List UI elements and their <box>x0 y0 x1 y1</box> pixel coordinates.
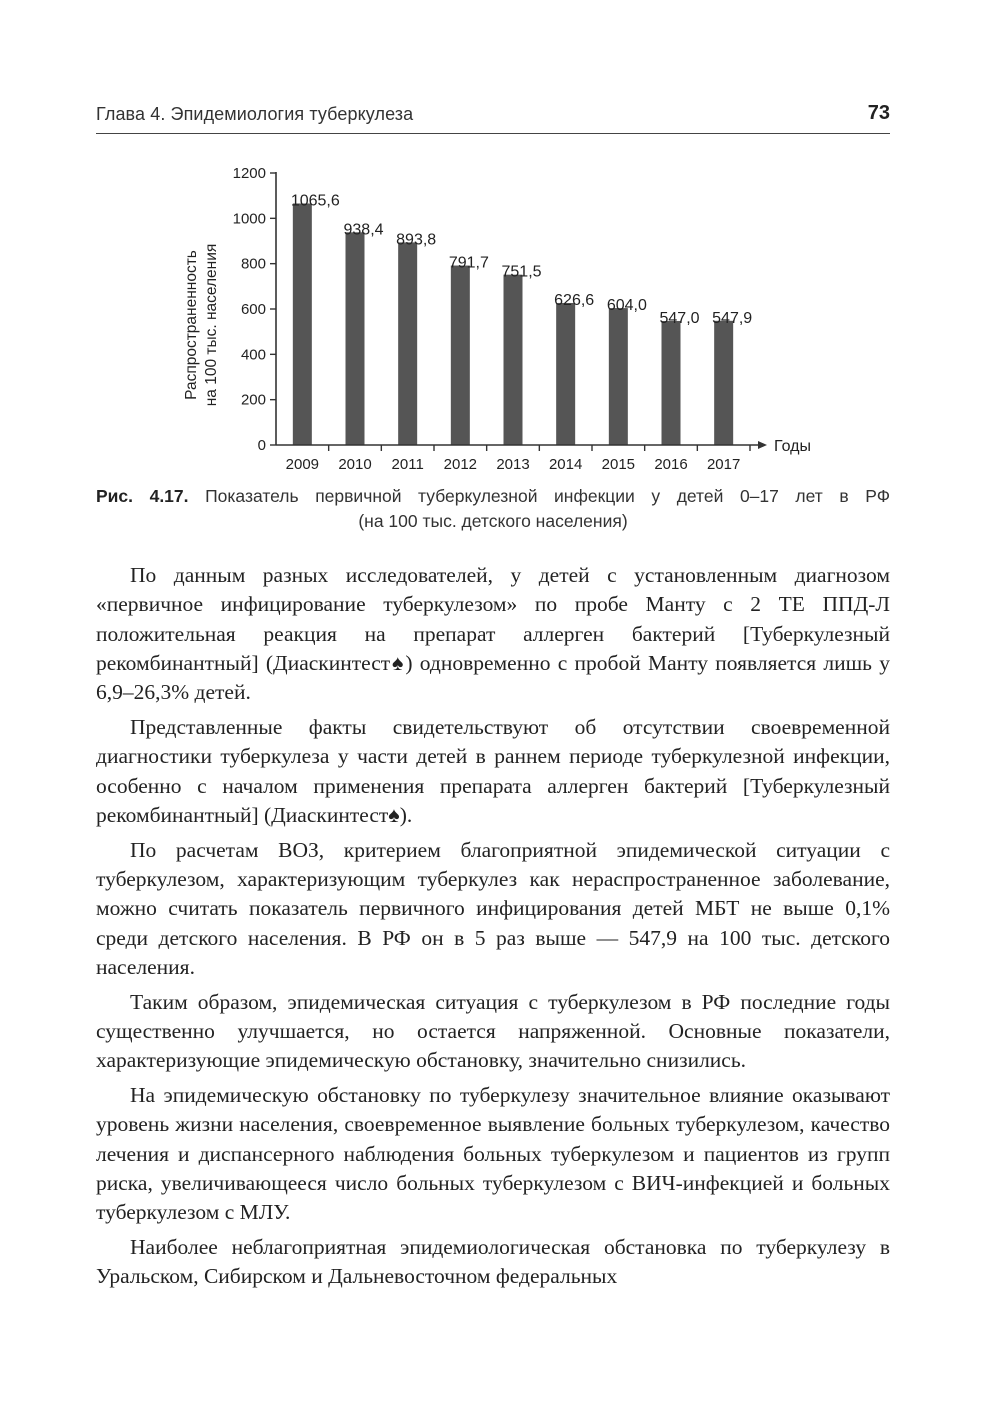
bar-2015 <box>609 308 628 445</box>
y-tick-label: 1200 <box>232 165 266 182</box>
bar-2012 <box>451 266 470 445</box>
caption-line-1 <box>96 484 890 509</box>
value-label: 604,0 <box>606 297 647 315</box>
x-tick-label: 2009 <box>285 456 320 473</box>
paragraph: Таким образом, эпидемическая ситуация с туберкулезом в РФ последние годы существенно улучшается, но остается напряженной. Основные показатели, характеризующие эпидемическую обстановку, значительно снизились. <box>96 989 890 1073</box>
x-tick-label: 2016 <box>654 456 688 473</box>
x-tick-label: 2017 <box>706 456 741 473</box>
value-label: 626,6 <box>554 291 595 309</box>
x-tick-label: 2012 <box>443 456 478 473</box>
paragraph: По данным разных исследователей, у детей с установленным диагнозом «первичное инфицирование туберкулезом» по пробе Манту с 2 ТЕ ППД-Л положительная реакция на препарат аллерген бактерий [Туберкулезный рекомбинантный] (Диаскинтест♠) одновременно с пробой Манту появляется лишь у 6,9–26,3% детей. <box>96 563 890 705</box>
x-tick-label: 2013 <box>496 456 530 473</box>
figure-label: Рис. 4.17. <box>96 486 189 506</box>
bar-2011 <box>398 242 417 445</box>
y-axis-label-line2: на 100 тыс. населения <box>203 243 220 407</box>
running-head <box>96 101 890 131</box>
y-tick-label: 400 <box>240 346 266 364</box>
bar-2009 <box>293 203 312 445</box>
y-axis-label-line1: Распространенность <box>183 250 200 400</box>
paragraph: На эпидемическую обстановку по туберкулезу значительное влияние оказывают уровень жизни населения, своевременное выявление больных туберкулезом, качество лечения и диспансерного наблюдения больных туберкулезом и пациентов из групп риска, увеличивающееся число больных туберкулезом с ВИЧ-инфекцией и больных туберкулезом с МЛУ. <box>96 1083 890 1225</box>
paragraph: Наиболее неблагоприятная эпидемиологическая обстановка по туберкулезу в Уральском, Сибирском и Дальневосточном федеральных <box>96 1235 890 1289</box>
bar-2010 <box>346 232 365 445</box>
value-label: 547,9 <box>712 309 753 327</box>
x-tick-label: 2010 <box>338 456 372 473</box>
caption-text-1: Показатель первичной туберкулезной инфекции у детей 0–17 лет в РФ <box>205 486 890 506</box>
y-tick-label: 800 <box>240 255 266 273</box>
value-label: 791,7 <box>448 254 489 272</box>
bar-chart <box>160 155 840 485</box>
x-tick-label: 2014 <box>548 456 583 473</box>
bar-2017 <box>714 321 733 445</box>
paragraph: Представленные факты свидетельствуют об отсутствии своевременной диагностики туберкулеза у части детей в раннем периоде туберкулезной инфекции, особенно с началом применения препарата аллерген бактерий [Туберкулезный рекомбинантный] (Диаскинтест♠). <box>96 714 890 827</box>
y-tick-label: 1000 <box>232 210 266 228</box>
y-axis-label <box>183 244 220 407</box>
value-label: 547,0 <box>659 310 700 328</box>
value-label: 938,4 <box>343 221 384 239</box>
value-label: 893,8 <box>396 231 437 249</box>
x-tick-label: 2015 <box>601 456 636 473</box>
x-axis-arrow <box>758 441 767 449</box>
y-tick-label: 0 <box>257 437 266 454</box>
x-axis-label: Годы <box>774 438 811 455</box>
figure-caption <box>96 484 890 534</box>
header-rule <box>96 133 890 134</box>
caption-line-2: (на 100 тыс. детского населения) <box>358 511 628 531</box>
x-tick-label: 2011 <box>391 456 424 473</box>
value-label: 1065,6 <box>290 192 340 210</box>
bar-2016 <box>662 321 681 445</box>
body-text <box>96 561 890 1297</box>
chapter-title: Глава 4. Эпидемиология туберкулеза <box>96 104 414 124</box>
paragraph: По расчетам ВОЗ, критерием благоприятной эпидемической ситуации с туберкулезом, характеризующим туберкулез как нераспространенное заболевание, можно считать показатель первичного инфицирования детей МБТ не выше 0,1% среди детского населения. В РФ он в 5 раз выше — 547,9 на 100 тыс. детского населения. <box>96 837 890 979</box>
page-number: 73 <box>867 102 890 124</box>
value-label: 751,5 <box>501 263 542 281</box>
bar-2014 <box>556 303 575 445</box>
y-tick-label: 200 <box>240 391 266 409</box>
y-tick-label: 600 <box>240 301 266 318</box>
bar-2013 <box>504 275 523 445</box>
